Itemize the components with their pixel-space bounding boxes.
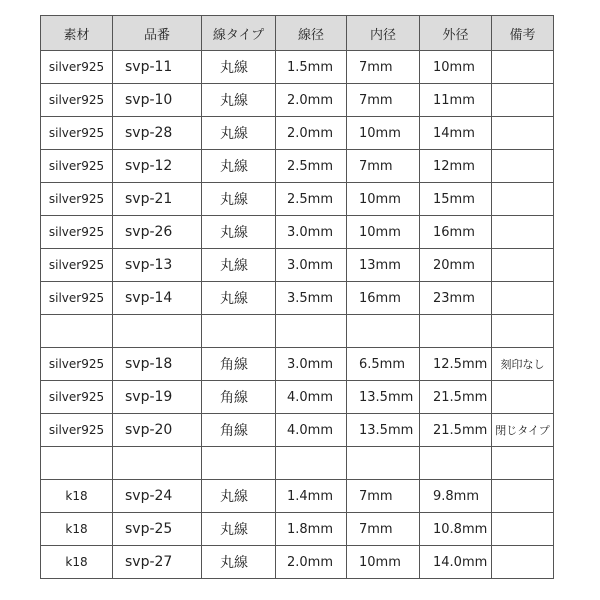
cell-inner-diameter: 7mm — [347, 513, 420, 546]
cell-outer-diameter: 21.5mm — [420, 414, 492, 447]
table-row — [41, 216, 554, 249]
cell-outer-diameter: 10.8mm — [420, 513, 492, 546]
cell-notes — [492, 513, 554, 546]
header-inner-diameter: 内径 — [347, 16, 420, 51]
cell-notes — [492, 216, 554, 249]
table-row — [41, 480, 554, 513]
table-row — [41, 348, 554, 381]
cell-wire-diameter: 2.5mm — [276, 183, 347, 216]
cell-wire-type: 角線 — [202, 414, 276, 447]
table-row — [41, 51, 554, 84]
cell-outer-diameter: 12mm — [420, 150, 492, 183]
cell-part-number: svp-13 — [113, 249, 202, 282]
cell-part-number: svp-10 — [113, 84, 202, 117]
cell-wire-type — [202, 447, 276, 480]
cell-inner-diameter: 13mm — [347, 249, 420, 282]
table-row — [41, 381, 554, 414]
cell-part-number: svp-27 — [113, 546, 202, 579]
cell-wire-diameter: 3.0mm — [276, 249, 347, 282]
spec-table — [40, 15, 554, 579]
cell-notes — [492, 480, 554, 513]
cell-notes — [492, 447, 554, 480]
cell-part-number: svp-12 — [113, 150, 202, 183]
cell-material: silver925 — [41, 249, 113, 282]
cell-notes — [492, 183, 554, 216]
cell-material: silver925 — [41, 51, 113, 84]
cell-wire-diameter: 4.0mm — [276, 381, 347, 414]
cell-wire-diameter — [276, 315, 347, 348]
cell-part-number: svp-18 — [113, 348, 202, 381]
cell-part-number: svp-25 — [113, 513, 202, 546]
header-wire-diameter: 線径 — [276, 16, 347, 51]
cell-inner-diameter: 16mm — [347, 282, 420, 315]
cell-wire-type: 角線 — [202, 381, 276, 414]
cell-wire-type: 丸線 — [202, 249, 276, 282]
table-row — [41, 150, 554, 183]
cell-wire-type: 丸線 — [202, 480, 276, 513]
cell-wire-type: 丸線 — [202, 84, 276, 117]
cell-inner-diameter: 13.5mm — [347, 381, 420, 414]
header-row — [41, 16, 554, 51]
cell-wire-diameter: 2.5mm — [276, 150, 347, 183]
cell-outer-diameter: 11mm — [420, 84, 492, 117]
cell-material: k18 — [41, 513, 113, 546]
cell-wire-type: 丸線 — [202, 51, 276, 84]
cell-wire-type: 丸線 — [202, 183, 276, 216]
cell-wire-type: 丸線 — [202, 150, 276, 183]
cell-material: silver925 — [41, 282, 113, 315]
cell-material: k18 — [41, 546, 113, 579]
cell-part-number: svp-20 — [113, 414, 202, 447]
cell-outer-diameter — [420, 315, 492, 348]
cell-material: silver925 — [41, 117, 113, 150]
cell-wire-diameter: 3.0mm — [276, 216, 347, 249]
cell-wire-diameter: 1.4mm — [276, 480, 347, 513]
cell-outer-diameter: 14.0mm — [420, 546, 492, 579]
cell-wire-type: 丸線 — [202, 282, 276, 315]
cell-inner-diameter — [347, 447, 420, 480]
cell-wire-diameter: 4.0mm — [276, 414, 347, 447]
cell-inner-diameter: 10mm — [347, 546, 420, 579]
cell-wire-type: 丸線 — [202, 513, 276, 546]
cell-notes — [492, 249, 554, 282]
cell-notes — [492, 546, 554, 579]
cell-inner-diameter: 13.5mm — [347, 414, 420, 447]
cell-wire-type: 丸線 — [202, 117, 276, 150]
header-outer-diameter: 外径 — [420, 16, 492, 51]
cell-inner-diameter: 7mm — [347, 84, 420, 117]
table-row — [41, 183, 554, 216]
cell-notes — [492, 51, 554, 84]
cell-part-number: svp-21 — [113, 183, 202, 216]
cell-inner-diameter: 7mm — [347, 150, 420, 183]
table-row — [41, 249, 554, 282]
cell-notes — [492, 150, 554, 183]
cell-wire-type: 丸線 — [202, 216, 276, 249]
cell-notes — [492, 117, 554, 150]
cell-wire-diameter: 2.0mm — [276, 546, 347, 579]
cell-outer-diameter: 10mm — [420, 51, 492, 84]
cell-inner-diameter: 7mm — [347, 480, 420, 513]
table-row — [41, 447, 554, 480]
cell-material: silver925 — [41, 150, 113, 183]
cell-wire-diameter — [276, 447, 347, 480]
cell-material: silver925 — [41, 348, 113, 381]
cell-material — [41, 315, 113, 348]
cell-part-number — [113, 447, 202, 480]
header-notes: 備考 — [492, 16, 554, 51]
table-row — [41, 513, 554, 546]
cell-outer-diameter: 16mm — [420, 216, 492, 249]
cell-inner-diameter: 7mm — [347, 51, 420, 84]
cell-wire-diameter: 2.0mm — [276, 117, 347, 150]
table-row — [41, 414, 554, 447]
cell-inner-diameter: 6.5mm — [347, 348, 420, 381]
cell-material: silver925 — [41, 381, 113, 414]
cell-notes: 閉じタイプ — [492, 414, 554, 447]
cell-inner-diameter: 10mm — [347, 216, 420, 249]
cell-notes: 刻印なし — [492, 348, 554, 381]
table-row — [41, 315, 554, 348]
cell-outer-diameter: 12.5mm — [420, 348, 492, 381]
cell-part-number: svp-14 — [113, 282, 202, 315]
cell-outer-diameter: 20mm — [420, 249, 492, 282]
header-part-number: 品番 — [113, 16, 202, 51]
cell-wire-diameter: 3.5mm — [276, 282, 347, 315]
cell-material: silver925 — [41, 216, 113, 249]
cell-wire-type — [202, 315, 276, 348]
cell-wire-diameter: 3.0mm — [276, 348, 347, 381]
cell-part-number: svp-24 — [113, 480, 202, 513]
cell-outer-diameter: 23mm — [420, 282, 492, 315]
cell-notes — [492, 84, 554, 117]
cell-material: silver925 — [41, 183, 113, 216]
cell-part-number: svp-19 — [113, 381, 202, 414]
cell-outer-diameter: 9.8mm — [420, 480, 492, 513]
cell-notes — [492, 381, 554, 414]
cell-inner-diameter: 10mm — [347, 117, 420, 150]
cell-material: silver925 — [41, 414, 113, 447]
cell-part-number: svp-11 — [113, 51, 202, 84]
cell-inner-diameter: 10mm — [347, 183, 420, 216]
cell-notes — [492, 282, 554, 315]
cell-outer-diameter — [420, 447, 492, 480]
cell-part-number: svp-28 — [113, 117, 202, 150]
header-material: 素材 — [41, 16, 113, 51]
header-wire-type: 線タイプ — [202, 16, 276, 51]
cell-notes — [492, 315, 554, 348]
cell-outer-diameter: 14mm — [420, 117, 492, 150]
cell-wire-diameter: 1.5mm — [276, 51, 347, 84]
cell-material: silver925 — [41, 84, 113, 117]
cell-wire-diameter: 2.0mm — [276, 84, 347, 117]
cell-wire-type: 丸線 — [202, 546, 276, 579]
cell-inner-diameter — [347, 315, 420, 348]
table-body — [41, 51, 554, 579]
table-row — [41, 117, 554, 150]
cell-outer-diameter: 21.5mm — [420, 381, 492, 414]
cell-outer-diameter: 15mm — [420, 183, 492, 216]
table-row — [41, 84, 554, 117]
cell-material: k18 — [41, 480, 113, 513]
table-row — [41, 546, 554, 579]
cell-part-number — [113, 315, 202, 348]
cell-wire-diameter: 1.8mm — [276, 513, 347, 546]
cell-material — [41, 447, 113, 480]
cell-part-number: svp-26 — [113, 216, 202, 249]
cell-wire-type: 角線 — [202, 348, 276, 381]
table-row — [41, 282, 554, 315]
